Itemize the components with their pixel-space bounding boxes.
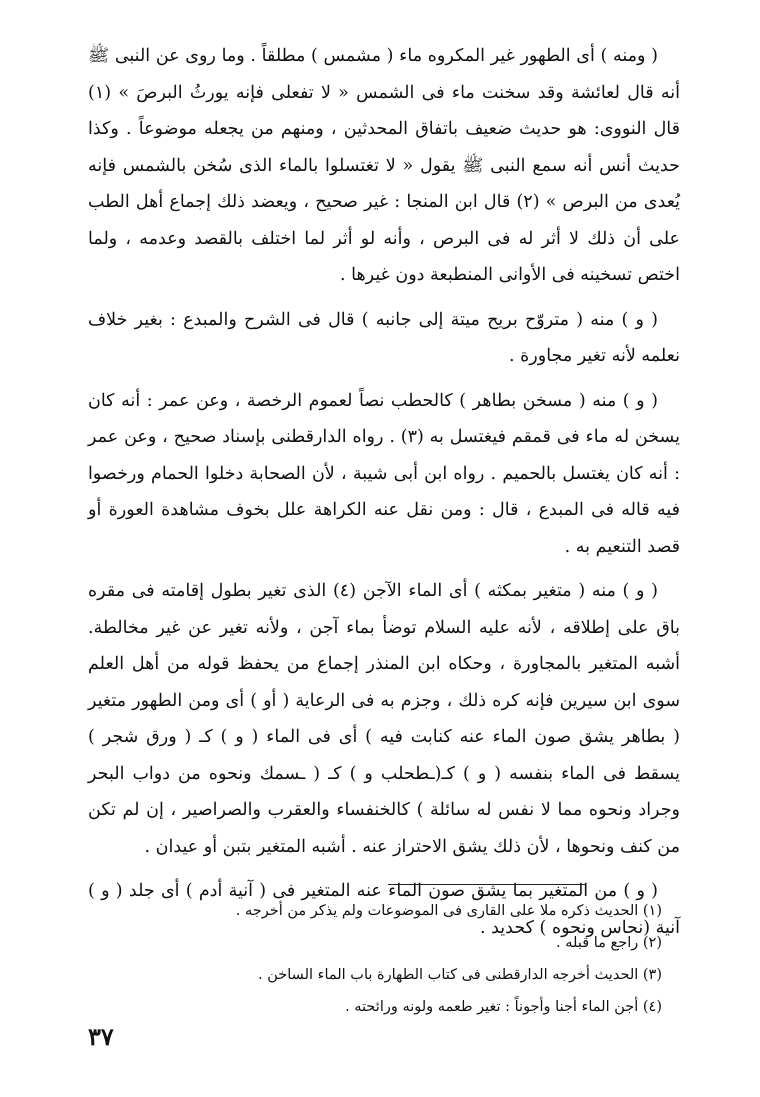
paragraph-vessels: ( و ) من المتغير بما يشق صون الماء عنه المتغير فى ( آنية أدم ) أى جلد ( و ) آنية (نحاس ونحوه ) كحديد . (88, 881, 680, 938)
footnote-3: (٣) الحديث أخرجه الدارقطنى فى كتاب الطهارة باب الماء الساخن . (258, 967, 662, 983)
paragraph-sun-heated-water: ( ومنه ) أى الطهور غير المكروه ماء ( مشمس ) مطلقاً . وما روى عن النبى ﷺ أنه قال لعائشة وقد سخنت ماء فى الشمس « لا تفعلى فإنه يورثُ البرصَ » (١) قال النووى: هو حديث ضعيف باتفاق المحدثين ، ومنهم من يجعله موضوعاً . وكذا حديث أنس أنه سمع النبى ﷺ يقول « لا تغتسلوا بالماء الذى سُخن بالشمس فإنه يُعدى من البرص » (٢) قال ابن المنجا : غير صحيح ، ويعضد ذلك إجماع أهل الطب على أن ذلك لا أثر له فى البرص ، وأنه لو أثر لما اختلف بالقصد وعدمه ، ولما اختص تسخينه فى الأوانى المنطبعة دون غيرها . (88, 46, 681, 285)
footnote-1: (١) الحديث ذكره ملا على القارى فى الموضوعات ولم يذكر من أخرجه . (235, 903, 662, 919)
footnote-divider (388, 884, 586, 885)
paragraph-stagnant-water: ( و ) منه ( متغير بمكثه ) أى الماء الآجن (٤) الذى تغير بطول إقامته فى مقره باق على إطلاقه ، لأنه عليه السلام توضأ بماء آجن ، ولأنه تغير عن غير مخالطة. أشبه المتغير بالمجاورة ، وحكاه ابن المنذر إجماع من يحفظ قوله من أهل العلم سوى ابن سيرين فإنه كره ذلك ، وجزم به فى الرعاية ( أو ) أى ومن الطهور متغير ( بطاهر يشق صون الماء عنه كنابت فيه ) أى فى الماء ( و ) كـ ( ورق شجر ) يسقط فى الماء بنفسه ( و ) كـ(ـطحلب و ) كـ ( ـسمك ونحوه من دواب البحر وجراد ونحوه مما لا نفس له سائلة ) كالخنفساء والعقرب والصراصير ، إن لم تكن من كنف ونحوها ، لأن ذلك يشق الاحتراز عنه . أشبه المتغير بتبن أو عيدان . (88, 581, 680, 857)
paragraph-dead-animal-smell: ( و ) منه ( متروّح بريح ميتة إلى جانبه ) قال فى الشرح والمبدع : بغير خلاف نعلمه لأنه تغير مجاورة . (88, 309, 680, 366)
paragraph-heated-water: ( و ) منه ( مسخن بطاهر ) كالحطب نصاً لعموم الرخصة ، وعن عمر : أنه كان يسخن له ماء فى قمقم فيغتسل به (٣) . رواه الدارقطنى بإسناد صحيح ، وعن عمر : أنه كان يغتسل بالحميم . رواه ابن أبى شيبة ، لأن الصحابة دخلوا الحمام ورخصوا فيه قاله فى المبدع ، قال : ومن نقل عنه الكراهة علل بخوف مشاهدة العورة أو قصد التنعيم به . (88, 390, 681, 557)
footnotes (88, 895, 662, 1023)
footnote-2: (٢) راجع ما قبله . (556, 935, 662, 951)
footnote-4: (٤) أجن الماء أجنا وأجوناً : تغير طعمه ولونه ورائحته . (345, 999, 662, 1015)
page-body (88, 38, 680, 954)
page-number: ٣٧ (88, 1022, 114, 1051)
